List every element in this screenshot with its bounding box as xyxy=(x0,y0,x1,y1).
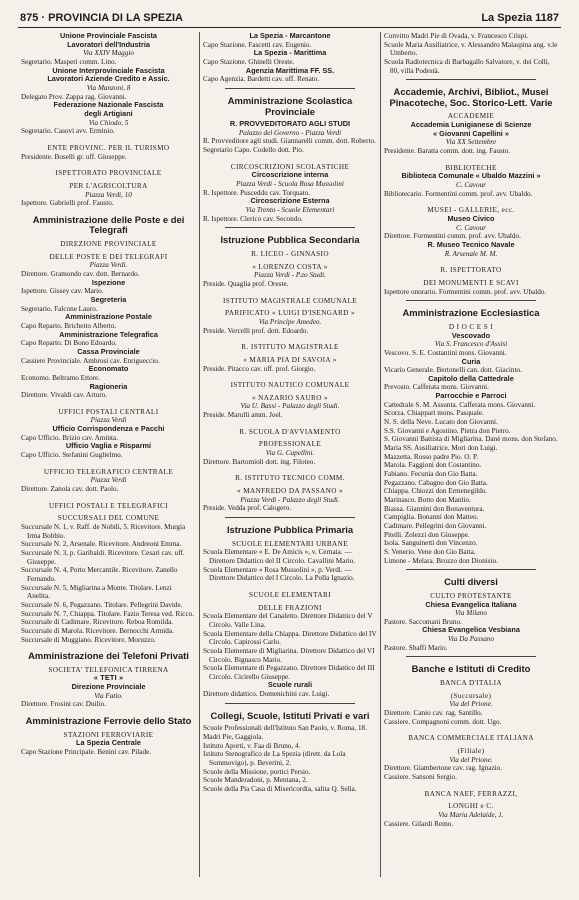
directory-entry: Economo. Beltramo Ettore. xyxy=(21,373,101,382)
spacer xyxy=(21,161,196,165)
spacer xyxy=(203,289,377,293)
directory-entry: Succursale N. 2, Arsenale. Ricevitore. Andreoni Emma. xyxy=(21,540,182,549)
address-line: Via Da Passano xyxy=(447,635,495,644)
directory-entry: Scuole Maria Ausiliatrice, v. Alessandro Malaspina ang. v.le Umberto. xyxy=(384,40,558,58)
spacer xyxy=(203,373,377,377)
caps-heading: DELLE FRAZIONI xyxy=(258,603,322,612)
directory-entry: S.S. Giovanni e Agostino. Pietra don Pietro. xyxy=(384,426,511,435)
directory-entry: Pastore. Sbaffi Mario. xyxy=(384,643,448,652)
directory-entry: Cassiere. Sansoni Sergio. xyxy=(384,772,457,781)
subheading: Biblioteca Comunale « Ubaldo Mazzini » xyxy=(401,171,541,181)
spacer xyxy=(21,460,196,464)
subheading: Cassa Provinciale xyxy=(77,346,140,356)
address-line: Via Maria Adelaide, 1. xyxy=(438,810,504,819)
directory-entry: Scuola Elementare del Canaletto. Direttore Didattico del V Circolo. Valle Lina. xyxy=(203,612,373,629)
caps-heading: STAZIONI FERROVIARIE xyxy=(63,730,154,739)
directory-entry: Marinasco. Botto don Manlio. xyxy=(384,496,471,504)
subheading: R. PROVVEDITORATO AGLI STUDI xyxy=(229,119,351,129)
directory-entry: Capo Stazione. Ghinelli Oreste. xyxy=(203,57,295,66)
directory-entry: Succursale di Marola. Ricevitore. Bernocchi Armida. xyxy=(21,626,174,635)
directory-entry: Direttore. Canio cav. rag. Santillo. xyxy=(384,709,483,717)
directory-entry: Direttore. Vivaldi cav. Arturo. xyxy=(21,391,107,400)
directory-entry: Scuole Professionali dell'Istituto San Paolo, v. Roma, 18. xyxy=(203,724,367,733)
directory-entry: Succursale N. 4, Porto Mercantile. Ricevitore. Zanello Fernando. xyxy=(21,566,178,583)
section-rule xyxy=(406,79,536,80)
address-line: Palazzo del Governo - Piazza Verdi xyxy=(238,128,342,137)
section-heading: Amministrazione delle Poste e dei Telegrafi xyxy=(32,213,185,236)
caps-heading: (Filiale) xyxy=(457,746,485,755)
address-line: Via XXIV Maggio xyxy=(83,49,134,58)
directory-entry: Succursale N. 5, Migliarina a Monte. Titolare. Lenzi Anelita. xyxy=(21,583,172,601)
caps-heading: UFFICI POSTALI CENTRALI xyxy=(58,407,159,416)
caps-heading: « NAZARIO SAURO » xyxy=(251,393,329,402)
directory-entry: Pastore. Saccomani Bruno. xyxy=(384,617,462,626)
address-line: Piazza Verdi, 10 xyxy=(85,190,132,199)
subheading: Chiesa Evangelica Italiana xyxy=(425,599,517,609)
spacer xyxy=(203,420,377,424)
section-heading: Amministrazione Ecclesiastica xyxy=(402,307,540,319)
running-head xyxy=(18,12,561,28)
directory-entry: Segretario Capo. Codello dott. Pio. xyxy=(203,146,304,155)
address-line: Piazza Verdi - Palazzo degli Studi. xyxy=(240,495,340,504)
address-line: Via Trento - Scuole Elementari xyxy=(245,206,335,215)
directory-entry: Delegato Prov. Zappa rag. Giovanni. xyxy=(21,92,127,101)
subheading: Capitolo della Cattedrale xyxy=(428,373,514,383)
directory-entry: Succursale N. 1, v. Raff. de Nobili, 5. Ricevitore. Murgia Irma Bobbio. xyxy=(21,523,186,540)
directory-entry: Scuola Elementare « E. De Amicis », v. Cernaia. — Direttore Didattico del II Circolo. Cavallini Mario. xyxy=(203,548,356,565)
spacer xyxy=(384,258,558,262)
directory-entry: Scuola Radiotecnica di Barbagallo Salvatore, v. dei Colli, 80, villa Podestà. xyxy=(384,57,550,75)
spacer xyxy=(384,198,558,202)
running-head-left: 875 · PROVINCIA DI LA SPEZIA xyxy=(20,12,183,24)
directory-entry: Preside. Pitacco cav. uff. prof. Giorgio. xyxy=(203,364,316,373)
section-rule xyxy=(406,300,536,301)
address-line: Via Milano xyxy=(454,609,487,618)
caps-heading: MUSEI - GALLERIE, ecc. xyxy=(427,206,515,215)
caps-heading: DIREZIONE PROVINCIALE xyxy=(60,240,157,248)
address-line: Piazza Verdi xyxy=(90,476,127,485)
directory-entry: N. S. della Neve. Lucato don Giovanni. xyxy=(384,418,498,427)
caps-heading: R. LICEO - GINNASIO xyxy=(251,249,329,258)
subheading: Segreteria xyxy=(90,294,127,304)
caps-heading: ENTE PROVINC. PER IL TURISMO xyxy=(47,143,170,152)
directory-entry: Scuole Manderadoni, p. Mentana, 2. xyxy=(203,776,308,785)
subheading: Vescovado xyxy=(451,330,491,340)
column-right xyxy=(380,32,561,877)
spacer xyxy=(21,136,196,140)
directory-entry: Chiappa. Chiozzi don Ermenegildo. xyxy=(384,487,488,496)
directory-entry: Segretario. Casovi avv. Erminio. xyxy=(21,127,115,136)
address-line: C. Cavour xyxy=(456,181,486,190)
directory-entry: Madri Pie, Gaggiola. xyxy=(203,733,264,742)
directory-entry: Istituto Stenografico de La Spezia (dirett. da Lola Sommovigo), p. Beverini, 2. xyxy=(203,750,346,767)
spacer xyxy=(203,583,377,587)
directory-entry: Scorza. Chiappari mons. Pasquale. xyxy=(384,409,484,418)
section-heading: Istruzione Pubblica Secondaria xyxy=(220,234,360,246)
directory-entry: Preside. Vedda prof. Calogero. xyxy=(203,504,292,513)
directory-entry: Segretario. Masperi comm. Lino. xyxy=(21,57,117,66)
directory-entry: Scuola Elementare della Chiappa. Direttore Didattico del IV Circolo. Capirossi Carlo. xyxy=(203,629,377,647)
directory-entry: Istituto Aporti, v. Faa di Bruno, 4. xyxy=(203,741,301,750)
section-rule xyxy=(225,227,355,228)
section-heading: Amministrazione dei Telefoni Privati xyxy=(28,650,189,662)
subheading: Ispezione xyxy=(91,277,126,287)
caps-heading: PARIFICATO « LUIGI D'ISENGARD » xyxy=(225,309,355,318)
address-line: Via XX Settembre xyxy=(445,138,497,147)
directory-entry: S. Venerio. Vene don Gio Batta. xyxy=(384,547,476,556)
subheading: Direzione Provinciale xyxy=(71,682,146,692)
directory-entry: Direttore. Formentini comm. prof. avv. Ubaldo. xyxy=(384,232,521,241)
directory-entry: Succursale N. 7, Chiappa. Titolare. Fazio Teresa ved. Ricco. xyxy=(21,609,195,618)
address-line: Piazza Verdi - P.zo Studi. xyxy=(254,271,326,280)
caps-heading: BANCA NAEF, FERRAZZI, xyxy=(424,789,518,798)
subheading: Federazione Nazionale Fascista xyxy=(53,100,164,110)
directory-entry: Convitto Madri Pie di Ovada, v. Francesco Crispi. xyxy=(384,32,529,40)
section-heading: Istruzione Pubblica Primaria xyxy=(226,524,354,536)
caps-heading: BANCA COMMERCIALE ITALIANA xyxy=(408,734,534,743)
address-line: C. Cavour xyxy=(456,223,486,232)
caps-heading: CULTO PROTESTANTE xyxy=(430,591,512,600)
section-rule xyxy=(406,569,536,570)
caps-heading: BIBLIOTECHE xyxy=(445,163,497,172)
spacer xyxy=(21,400,196,404)
directory-entry: Cassiere. Gilardi Remo. xyxy=(384,819,454,828)
directory-entry: Direttore. Gramondo cav. dott. Bernardo. xyxy=(21,269,140,278)
directory-entry: Segretario. Falcone Lauro. xyxy=(21,304,98,313)
caps-heading: D I O C E S I xyxy=(448,322,494,331)
running-head-right: La Spezia 1187 xyxy=(481,12,559,24)
address-line: Piazza Verdi. xyxy=(89,261,128,270)
subheading: Amministrazione Telegrafica xyxy=(59,329,158,339)
directory-entry: Campiglia. Bonanni don Matteo. xyxy=(384,513,479,522)
caps-heading: DEI MONUMENTI E SCAVI xyxy=(423,278,519,287)
address-line: Piazza Verdi - Scuola Rosa Mussolini xyxy=(236,180,344,189)
section-heading: Collegi, Scuole, Istituti Privati e vari xyxy=(210,709,370,721)
section-heading: Culti diversi xyxy=(444,576,498,588)
caps-heading: PROFESSIONALE xyxy=(258,440,322,449)
spacer xyxy=(21,494,196,498)
directory-entry: Ispettore. Gabrielli prof. Fausto. xyxy=(21,199,114,208)
directory-entry: Succursale di Cadimare. Ricevitore. Reboa Romilda. xyxy=(21,618,174,627)
directory-entry: Preside. Vercelli prof. dott. Edoardo. xyxy=(203,326,309,335)
caps-heading: R. ISPETTORATO xyxy=(440,266,502,275)
subheading: R. Museo Tecnico Navale xyxy=(427,240,515,249)
directory-entry: Pegazzano. Cabagno don Gio Batta. xyxy=(384,478,488,487)
directory-columns xyxy=(18,32,561,877)
directory-entry: Scuola Elementare « Rosa Mussolini », p. Verdi. — Direttore Didattico del I Circolo. La Polla Ignazio. xyxy=(203,565,355,583)
directory-entry: Scuola Elementare di Pegazzano. Direttore Didattico del III Circolo. Cicirello Giuseppe. xyxy=(203,664,375,681)
section-heading: Accademie, Archivi, Bibliot., Musei Pinacoteche, Soc. Storico-Lett. Varie xyxy=(389,86,553,108)
directory-entry: Fabiano. Fecunia don Gio Batta. xyxy=(384,470,478,479)
directory-entry: Succursale di Muggiano. Ricevitore. Moruzzo. xyxy=(21,635,156,644)
directory-entry: R. Provveditore agli studi. Giannarelli comm. dott. Roberto. xyxy=(203,137,376,146)
directory-entry: Marola. Faggioni don Costantino. xyxy=(384,461,482,470)
directory-entry: Succursale N. 6, Pegazzano. Titolare. Pellegrini Davide. xyxy=(21,600,183,609)
caps-heading: SUCCURSALI DEL COMUNE xyxy=(57,514,160,523)
caps-heading: UFFICI POSTALI E TELEGRAFICI xyxy=(49,501,168,510)
caps-heading: SCUOLE ELEMENTARI xyxy=(249,590,331,599)
directory-entry: Capo Stazione. Fascetti cav. Eugenio. xyxy=(203,40,312,49)
caps-heading: (Succursale) xyxy=(450,691,492,700)
caps-heading: LONGHI e C. xyxy=(448,802,494,811)
directory-entry: Cattedrale S. M. Assunta. Cafferata mons. Giovanni. xyxy=(384,400,536,409)
subheading: La Spezia Centrale xyxy=(76,738,141,748)
address-line: Via G. Capellini. xyxy=(265,449,315,458)
spacer xyxy=(384,782,558,786)
directory-entry: Capo Reparto. Brichetto Alberto. xyxy=(21,321,117,330)
section-rule xyxy=(406,656,536,657)
subheading: « Giovanni Capellini » xyxy=(433,128,509,138)
directory-entry: Direttore. Bartomioli dott. ing. Filoteo. xyxy=(203,457,316,466)
address-line: Via Chiodo, 5 xyxy=(88,118,129,127)
subheading: La Spezia - Marcantone xyxy=(249,32,331,40)
caps-heading: DELLE POSTE E DEI TELEGRAFI xyxy=(49,252,168,261)
address-line: Via Manzoni, 8 xyxy=(86,83,131,92)
directory-entry: Capo Ufficio. Stefanini Guglielmo. xyxy=(21,451,123,460)
address-line: Via Fatio. xyxy=(94,691,123,700)
caps-heading: UFFICIO TELEGRAFICO CENTRALE xyxy=(43,467,174,476)
directory-entry: S. Giovanni Battista di Migliarina. Danè mons. don Stefano. xyxy=(384,435,558,444)
caps-heading: ISPETTORATO PROVINCIALE xyxy=(55,169,162,178)
directory-entry: Mazzetta. Rosso padre Pio. O. P. xyxy=(384,452,479,461)
address-line: Piazza Verdi xyxy=(90,416,127,425)
caps-heading: R. ISTITUTO TECNICO COMM. xyxy=(235,474,345,483)
subheading: Scuole rurali xyxy=(267,680,313,690)
directory-entry: Capo Ufficio. Brizio cav. Aminta. xyxy=(21,433,119,442)
spacer xyxy=(384,726,558,730)
caps-heading: ISTITUTO MAGISTRALE COMUNALE xyxy=(222,296,358,305)
subheading: Parrocchie e Parroci xyxy=(435,391,507,401)
caps-heading: BANCA D'ITALIA xyxy=(439,679,503,688)
caps-heading: PER L'AGRICOLTURA xyxy=(69,181,148,190)
caps-heading: « MANFREDO DA PASSANO » xyxy=(237,487,343,496)
subheading: Agenzia Marittima FF. SS. xyxy=(245,65,335,75)
spacer xyxy=(203,155,377,159)
section-rule xyxy=(225,517,355,518)
subheading: Ragioneria xyxy=(89,381,128,391)
column-middle xyxy=(199,32,380,877)
caps-heading: R. ISTITUTO MAGISTRALE xyxy=(241,343,339,352)
address-line: Via Principe Amedeo. xyxy=(258,317,322,326)
caps-heading: « LORENZO COSTA » xyxy=(252,262,328,271)
directory-entry: Biassa. Giannini don Bonaventura. xyxy=(384,504,485,513)
caps-heading: « MARIA PIA DI SAVOIA » xyxy=(243,355,337,364)
spacer xyxy=(384,156,558,160)
directory-entry: Prevosto. Cafferata mons. Giovanni. xyxy=(384,383,489,392)
section-rule xyxy=(225,88,355,89)
subheading: Economato xyxy=(88,364,129,374)
section-rule xyxy=(225,703,355,704)
address-line: Via U. Bassi - Palazzo degli Studi. xyxy=(240,402,340,411)
directory-entry: Direttore. Zanola cav. dott. Paolo. xyxy=(21,485,119,494)
caps-heading: CIRCOSCRIZIONI SCOLASTICHE xyxy=(230,162,350,171)
directory-entry: Direttore. Frosini cav. Duilio. xyxy=(21,700,106,709)
column-left xyxy=(18,32,199,877)
directory-entry: R. Ispettore. Pusceddu cav. Torquato. xyxy=(203,188,311,197)
directory-entry: R. Ispettore. Clerico cav. Secondo. xyxy=(203,214,303,223)
directory-entry: Direttore. Giambertone cav. rag. Ignazio. xyxy=(384,764,503,773)
address-line: Via del Prione. xyxy=(449,700,493,709)
directory-entry: Ispettore. Gissey cav. Mario. xyxy=(21,287,104,296)
directory-entry: Presidente. Baratta comm. dott. ing. Fausto. xyxy=(384,147,511,156)
subheading: Chiesa Evangelica Vesbiana xyxy=(422,625,520,635)
subheading: Lavoratori Aziende Credito e Assic. xyxy=(47,74,170,84)
directory-entry: Scuola Elementare di Migliarina. Direttore Didattico del VI Circolo. Bignasco Mario. xyxy=(203,646,375,664)
subheading: Lavoratori dell'Industria xyxy=(67,39,150,49)
caps-heading: SCUOLE ELEMENTARI URBANE xyxy=(231,539,349,548)
directory-entry: Direttore didattico. Domenichini cav. Luigi. xyxy=(203,690,330,699)
directory-entry: Preside. Quaglia prof. Oreste. xyxy=(203,279,289,288)
directory-entry: Maria SS. Ausiliatrice. Mori don Luigi. xyxy=(384,444,498,453)
subheading: Circoscrizione interna xyxy=(251,170,329,180)
caps-heading: R. SCUOLA D'AVVIAMENTO xyxy=(239,427,341,436)
subheading: Unione Provinciale Fascista xyxy=(60,32,157,40)
address-line: R. Arsenale M. M. xyxy=(444,249,498,258)
directory-entry: Preside. Marulli amm. Joel. xyxy=(203,411,283,420)
directory-entry: Cassiere Provinciale. Ambrosi cav. Enrigueccio. xyxy=(21,356,160,365)
directory-entry: Capo Stazione Principale. Benini cav. Pilade. xyxy=(21,748,152,756)
subheading: Accademia Lunigianese di Scienze xyxy=(410,120,532,130)
directory-entry: Scuole della Pia Casa di Misericordia, salita Q. Sella. xyxy=(203,784,357,793)
address-line: Via del Prione. xyxy=(449,755,493,764)
subheading: degli Artigiani xyxy=(84,108,133,118)
directory-entry: Vescovo. S. E. Costantini mons. Giovanni. xyxy=(384,348,507,357)
address-line: Via S. Francesco d'Assisi xyxy=(434,340,508,349)
subheading: Curia xyxy=(461,356,481,366)
subheading: Ufficio Corrispondenza e Pacchi xyxy=(52,424,165,434)
directory-entry: Limone - Melara. Brozzo don Dionisio. xyxy=(384,556,498,565)
section-heading: Banche e Istituti di Credito xyxy=(411,663,531,675)
subheading: Amministrazione Postale xyxy=(65,312,152,322)
directory-entry: Vicario Generale. Bertonelli can. dott. Giacinto. xyxy=(384,366,522,375)
directory-entry: Ispettore onorario. Formentini comm. prof. avv. Ubaldo. xyxy=(384,287,547,296)
directory-entry: Pitelli. Zolezzi don Giuseppe. xyxy=(384,530,470,539)
subheading: Circoscrizione Esterna xyxy=(250,196,330,206)
subheading: Unione Interprovinciale Fascista xyxy=(52,65,165,75)
spacer xyxy=(203,466,377,470)
section-heading: Amministrazione Ferrovie dello Stato xyxy=(25,715,192,727)
directory-entry: Cadimare. Pellegrini don Giovanni. xyxy=(384,521,487,530)
caps-heading: ACCADEMIE xyxy=(447,112,495,121)
directory-entry: Capo Agenzia. Bardetti cav. uff. Renato. xyxy=(203,75,320,84)
directory-entry: Bibliotecario. Formentini comm. prof. avv. Ubaldo. xyxy=(384,189,533,198)
directory-entry: Scuole della Missione, portici Persio. xyxy=(203,767,311,776)
spacer xyxy=(203,335,377,339)
section-heading: Amministrazione Scolastica Provinciale xyxy=(227,94,353,117)
directory-entry: Cassiere. Compagnoni comm. dott. Ugo. xyxy=(384,717,502,726)
directory-entry: Presidente. Boselli gr. uff. Giuseppe. xyxy=(21,152,127,161)
caps-heading: ISTITUTO NAUTICO COMUNALE xyxy=(230,381,350,390)
caps-heading: SOCIETA' TELEFONICA TIRRENA xyxy=(48,665,169,674)
subheading: La Spezia - Marittima xyxy=(253,48,327,58)
directory-entry: Isola. Sanguinetti don Vincenzo. xyxy=(384,539,478,548)
subheading: « TETI » xyxy=(93,673,124,683)
directory-entry: Succursale N. 3, p. Garibaldi. Ricevitore. Cesari cav. uff. Giuseppe. xyxy=(21,549,185,566)
subheading: Ufficio Vaglia e Risparmi xyxy=(65,441,152,451)
subheading: Museo Civico xyxy=(447,214,495,224)
directory-entry: Capo Reparto. Di Bono Edoardo. xyxy=(21,339,117,348)
